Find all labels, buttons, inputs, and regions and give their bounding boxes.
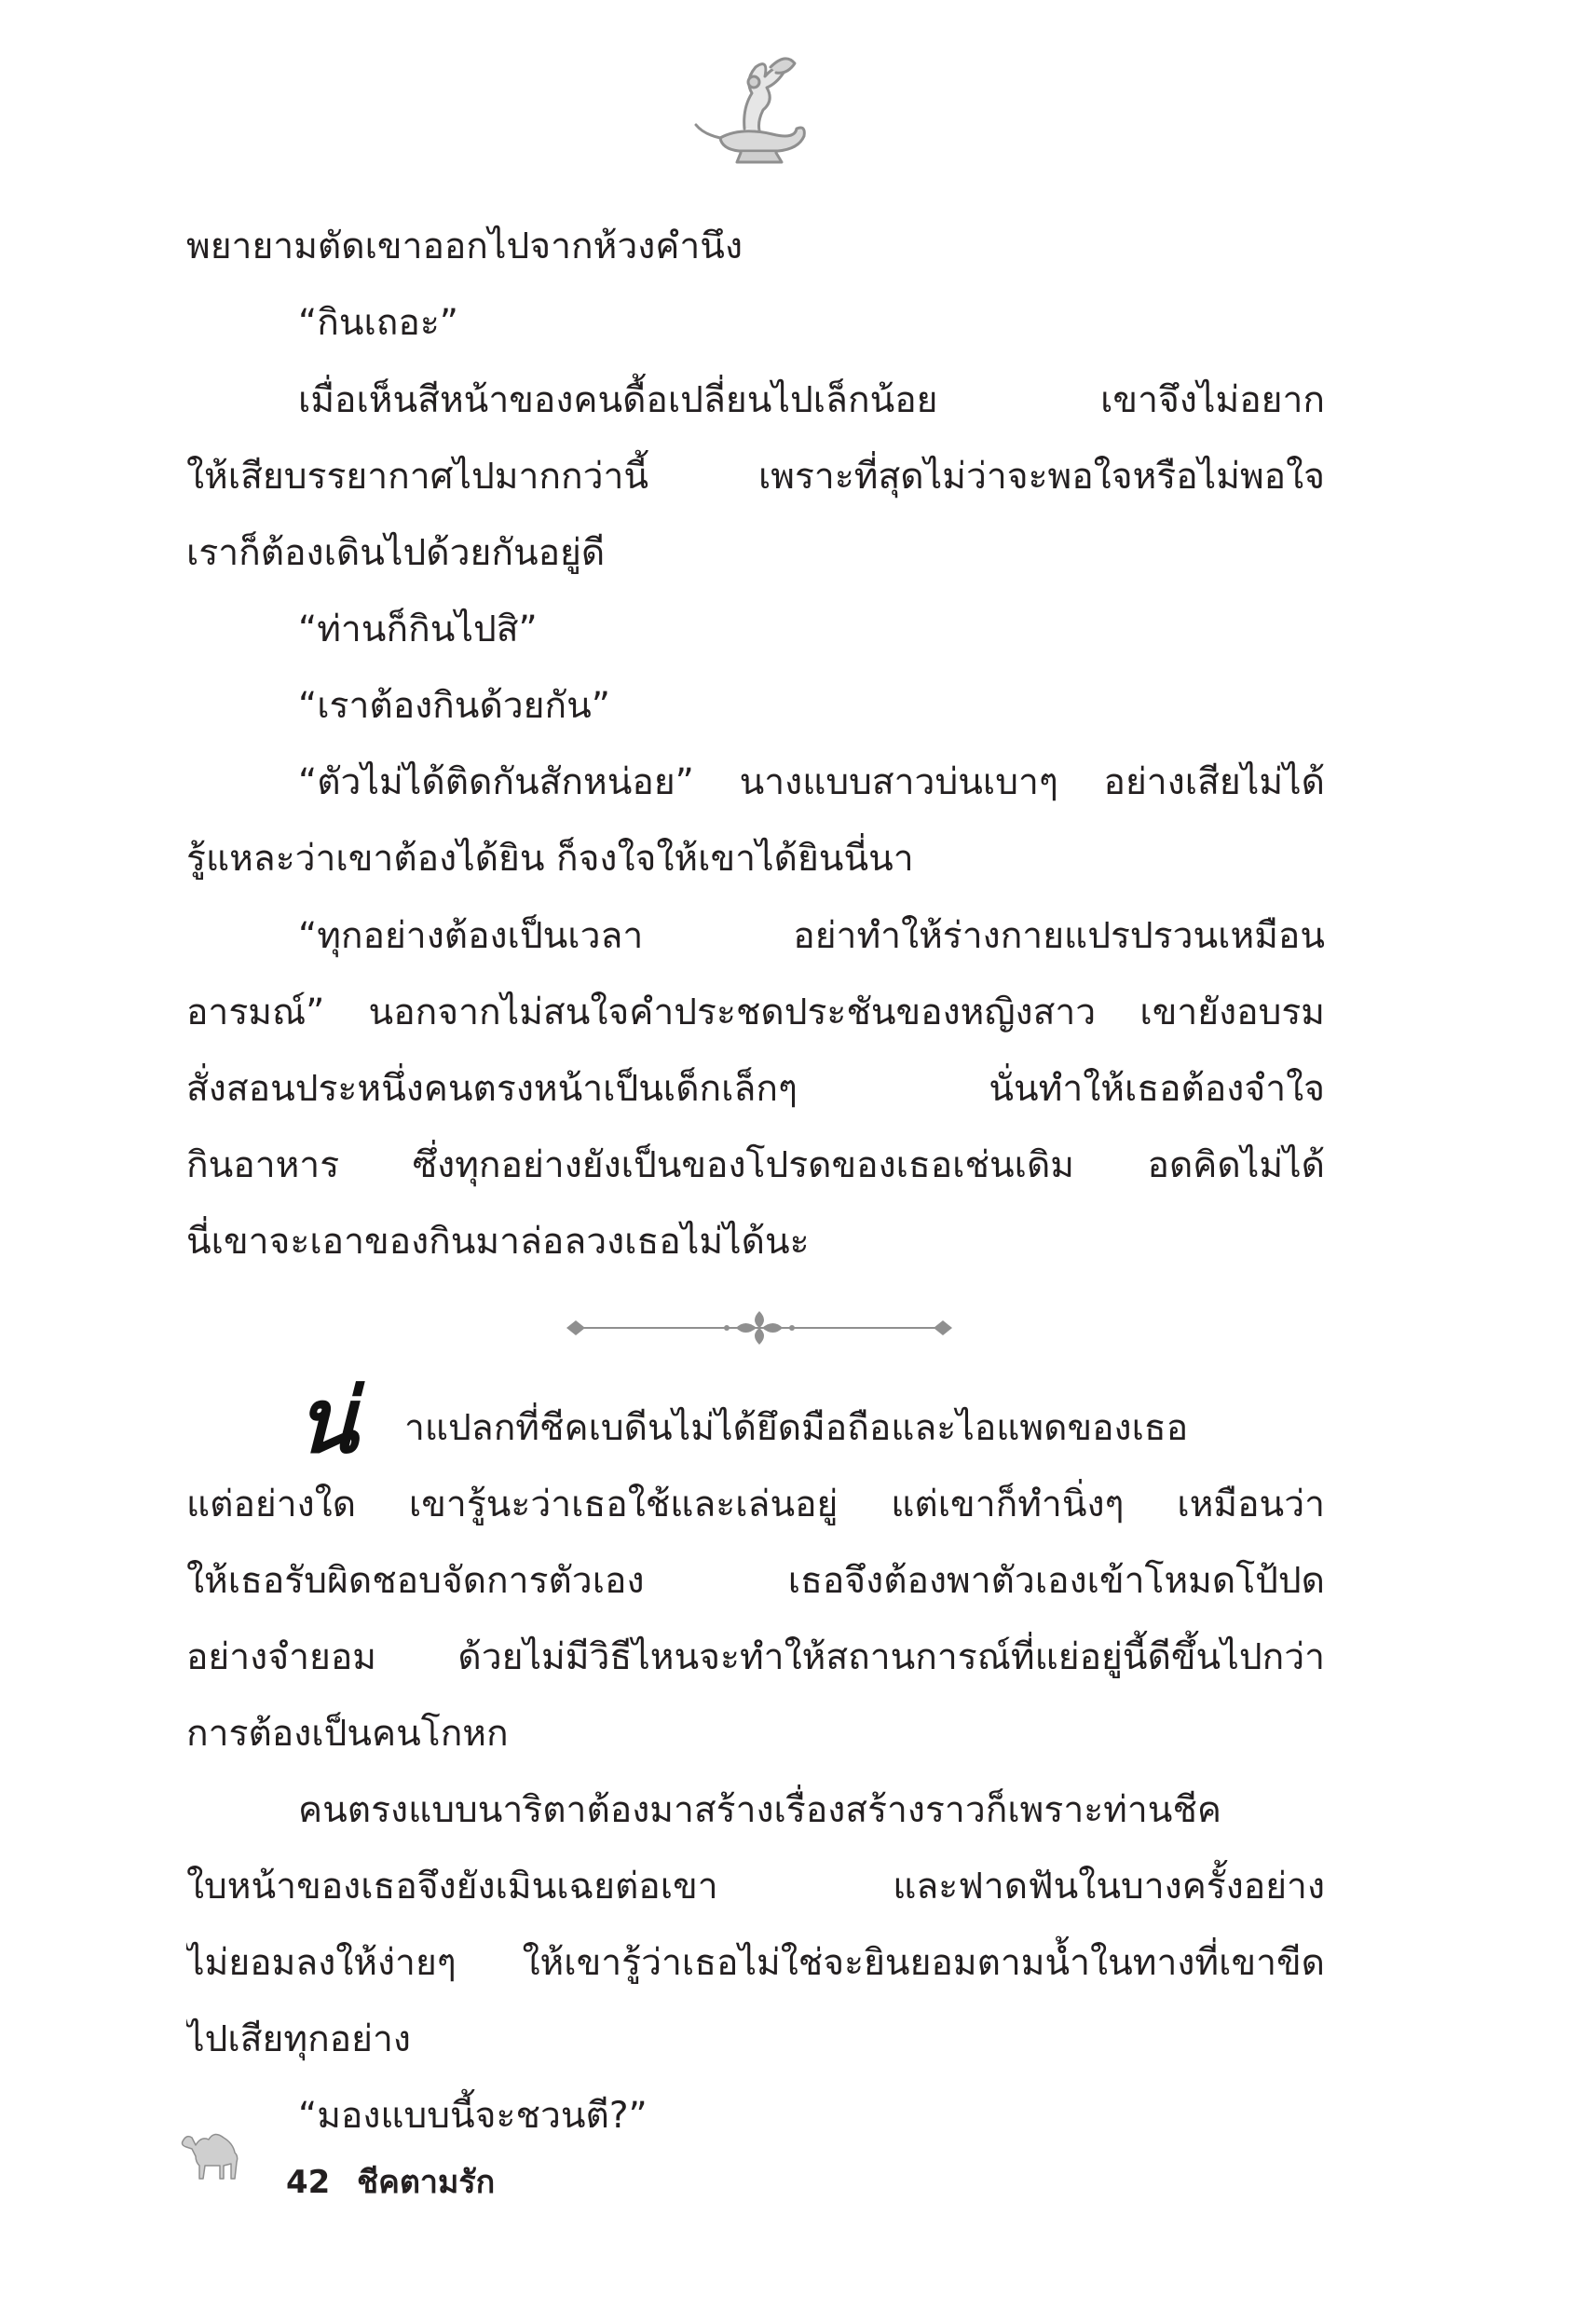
drop-cap: น่ [296,1368,358,1473]
text-line: อารมณ์” นอกจากไม่สนใจคำประชดประชันของหญิงสาว เขายังอบรม [186,991,1325,1033]
text-line: สั่งสอนประหนึ่งคนตรงหน้าเป็นเด็กเล็กๆ นั่นทำให้เธอต้องจำใจ [186,1068,1325,1110]
text-line: ให้เธอรับผิดชอบจัดการตัวเอง เธอจึงต้องพาตัวเองเข้าโหมดโป้ปด [186,1560,1325,1602]
ornamental-divider-icon [559,1300,960,1356]
text-line: “ตัวไม่ได้ติดกันสักหน่อย” นางแบบสาวบ่นเบาๆ อย่างเสียไม่ได้ [298,761,1325,803]
text-line: “มองแบบนี้จะชวนตี?” [298,2095,648,2137]
page-number: 42 [286,2164,331,2201]
text-line: แต่อย่างใด เขารู้นะว่าเธอใช้และเล่นอยู่ แต่เขาก็ทำนิ่งๆ เหมือนว่า [186,1484,1325,1525]
text-line: พยายามตัดเขาออกไปจากห้วงคำนึง [186,226,743,267]
camel-icon [177,2125,252,2184]
text-line: “ทุกอย่างต้องเป็นเวลา อย่าทำให้ร่างกายแปรปรวนเหมือน [298,915,1325,957]
text-line: คนตรงแบบนาริตาต้องมาสร้างเรื่องสร้างราวก็เพราะท่านชีค [298,1789,1221,1831]
text-line: เราก็ต้องเดินไปด้วยกันอยู่ดี [186,532,606,574]
text-line: ไม่ยอมลงให้ง่ายๆ ให้เขารู้ว่าเธอไม่ใช่จะยินยอมตามน้ำในทางที่เขาขีด [186,1942,1325,1984]
text-line: “กินเถอะ” [298,302,458,344]
text-line: ไปเสียทุกอย่าง [186,2018,411,2060]
text-line: รู้แหละว่าเขาต้องได้ยิน ก็จงใจให้เขาได้ยินนี่นา [186,838,914,880]
text-line: “เราต้องกินด้วยกัน” [298,685,611,727]
text-line: าแปลกที่ชีคเบดีนไม่ได้ยึดมือถือและไอแพดของเธอ [404,1407,1189,1449]
text-line: ใบหน้าของเธอจึงยังเมินเฉยต่อเขา และฟาดฟันในบางครั้งอย่าง [186,1866,1325,1908]
text-line: อย่างจำยอม ด้วยไม่มีวิธีไหนจะทำให้สถานการณ์ที่แย่อยู่นี้ดีขึ้นไปกว่า [186,1636,1325,1678]
text-line: “ท่านก็กินไปสิ” [298,609,538,650]
book-title: ชีคตามรัก [357,2164,496,2201]
text-line: การต้องเป็นคนโกหก [186,1713,509,1755]
text-line: นี่เขาจะเอาของกินมาล่อลวงเธอไม่ได้นะ [186,1221,810,1263]
text-line: ให้เสียบรรยากาศไปมากกว่านี้ เพราะที่สุดไม่ว่าจะพอใจหรือไม่พอใจ [186,456,1325,498]
genie-lamp-icon [685,48,825,170]
text-line: เมื่อเห็นสีหน้าของคนดื้อเปลี่ยนไปเล็กน้อย เขาจึงไม่อยาก [298,379,1325,421]
text-line: กินอาหาร ซึ่งทุกอย่างยังเป็นของโปรดของเธอเช่นเดิม อดคิดไม่ได้ [186,1144,1325,1186]
